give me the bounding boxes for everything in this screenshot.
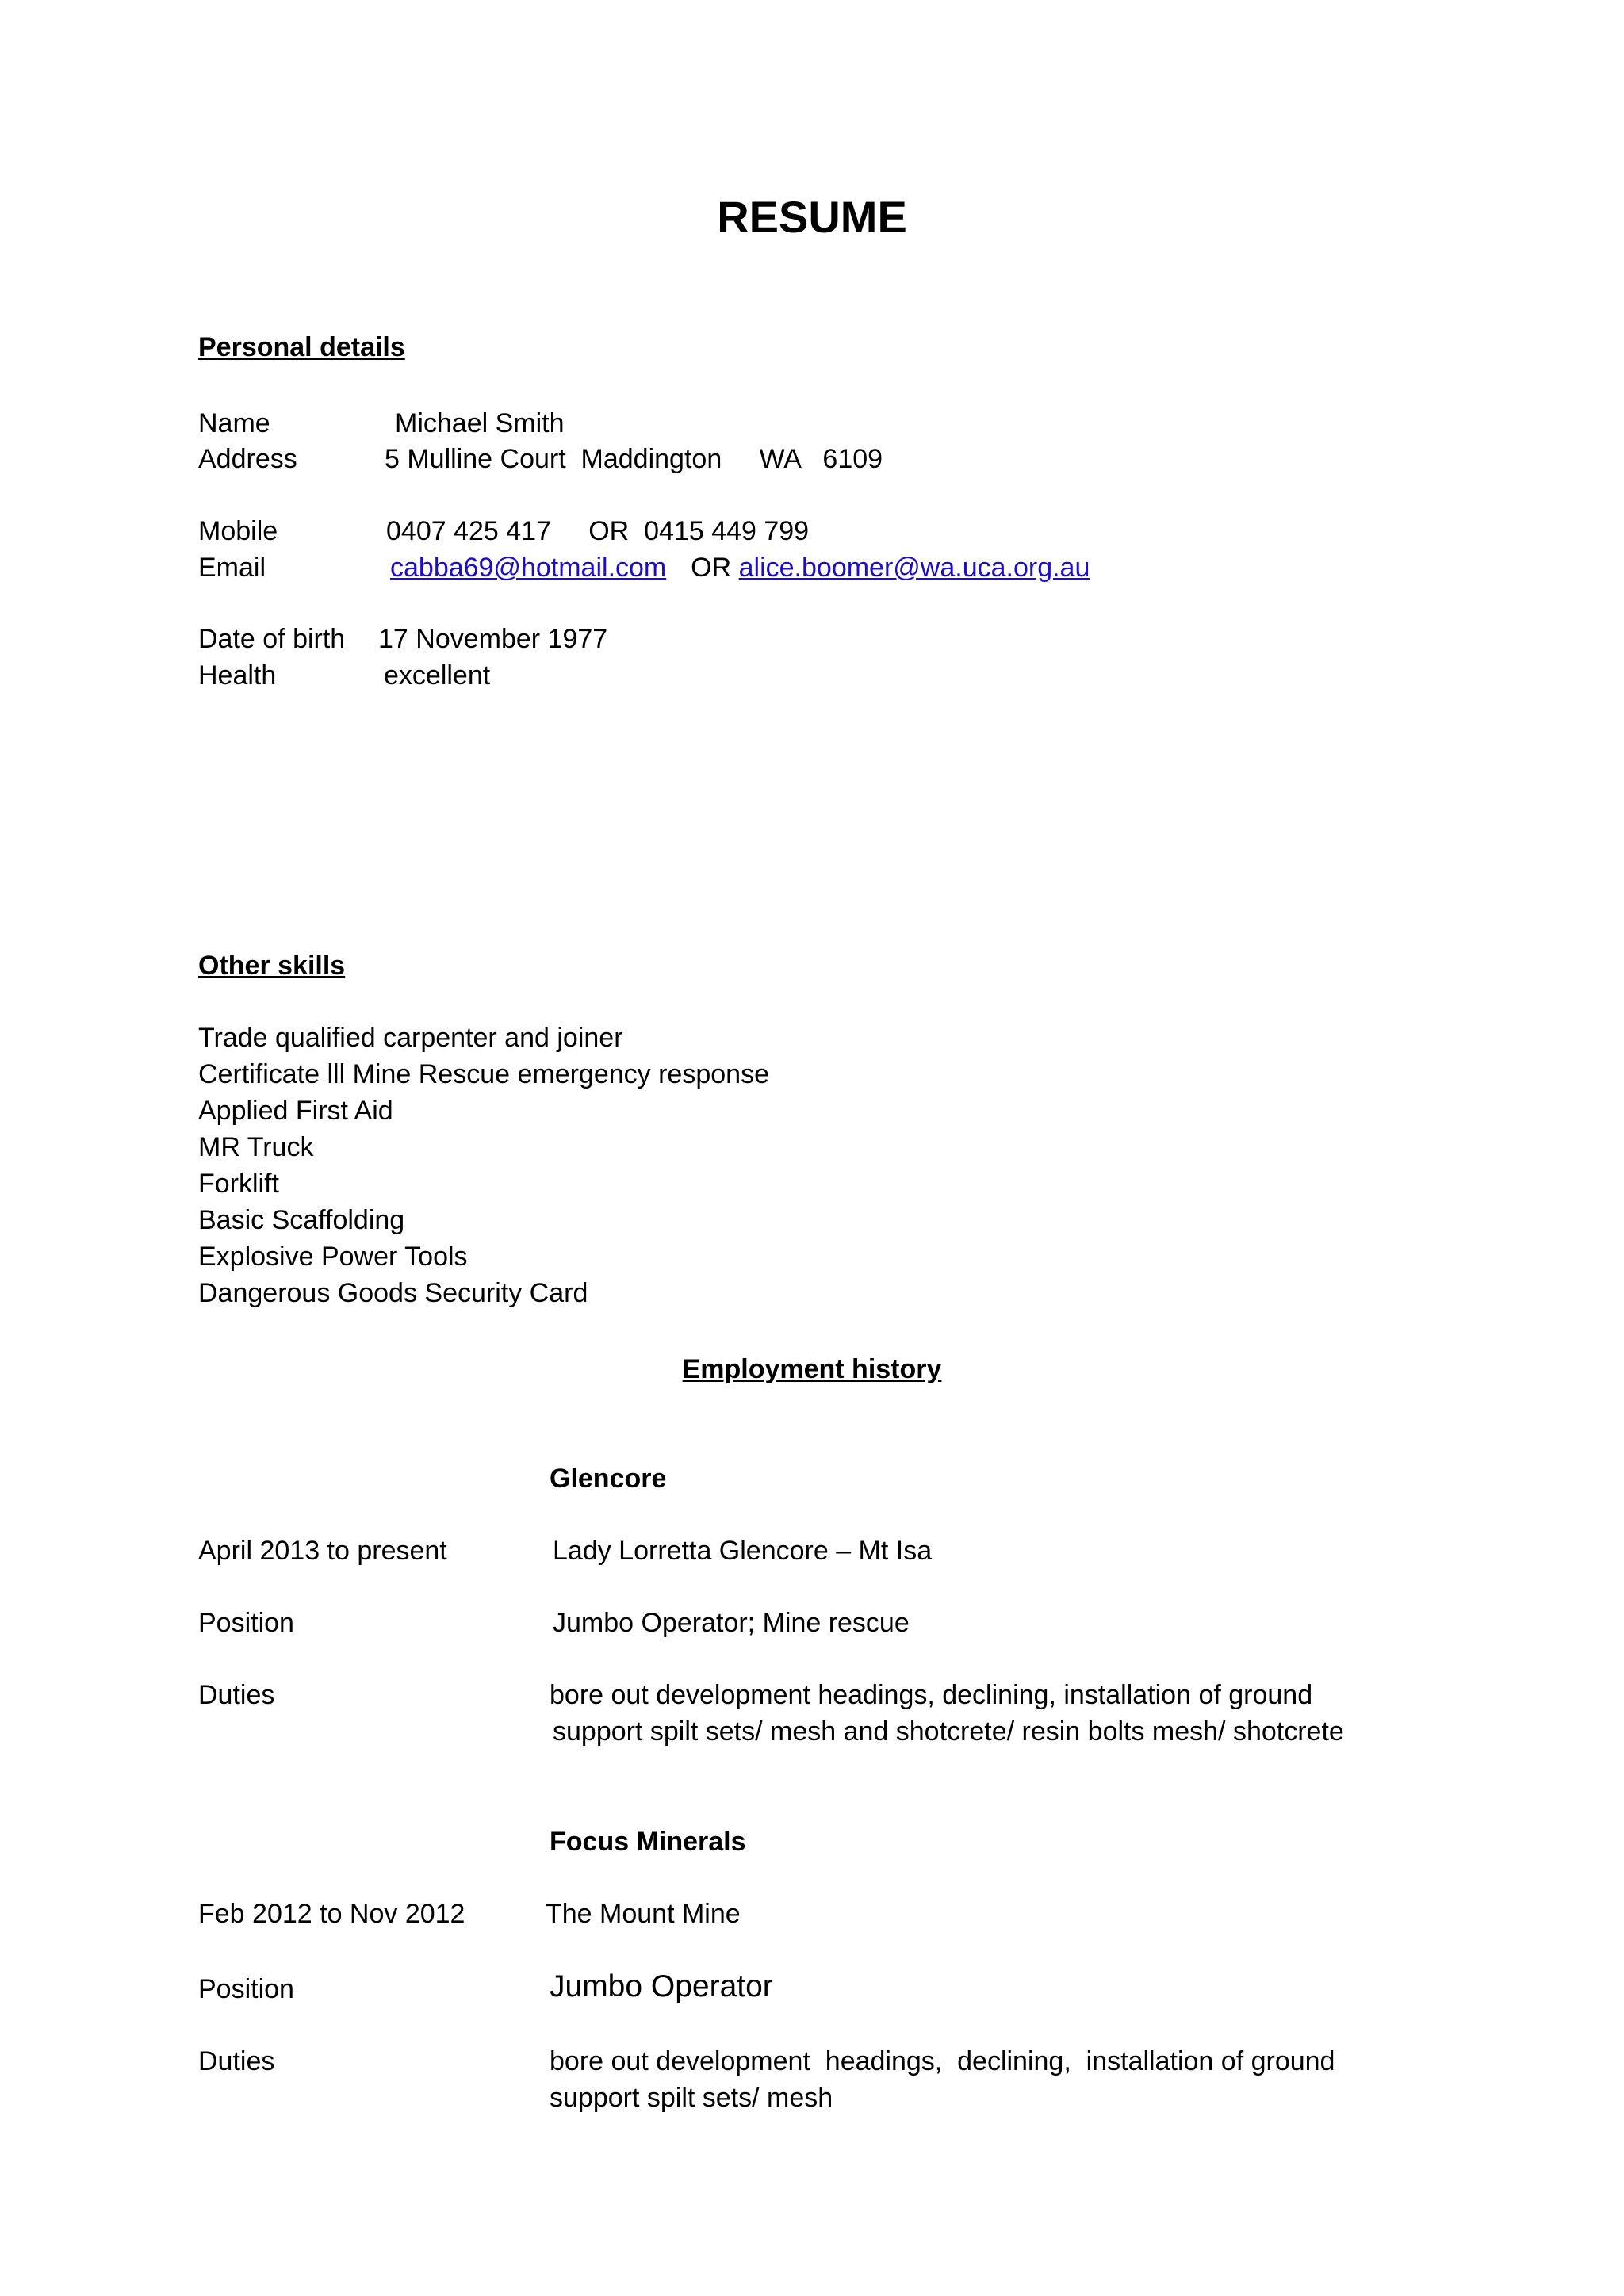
skill-item: Dangerous Goods Security Card [198,1278,588,1308]
job-site: Lady Lorretta Glencore – Mt Isa [553,1536,933,1566]
health-label: Health [198,660,277,691]
employment-history-heading: Employment history [682,1354,942,1384]
skill-item: Forklift [198,1169,279,1199]
company-name: Focus Minerals [550,1827,746,1857]
address-value: 5 Mulline Court Maddington WA 6109 [385,444,883,474]
skill-item: Certificate lll Mine Rescue emergency response [198,1059,769,1089]
job-site: The Mount Mine [546,1899,741,1929]
duties-line: support spilt sets/ mesh and shotcrete/ resin bolts mesh/ shotcrete [553,1716,1344,1747]
skill-item: Explosive Power Tools [198,1242,468,1272]
mobile-value: 0407 425 417 OR 0415 449 799 [386,516,810,546]
position-value: Jumbo Operator; Mine rescue [553,1608,910,1638]
dob-label: Date of birth [198,624,346,654]
email-line [390,552,1090,584]
company-name: Glencore [550,1464,667,1494]
position-value: Jumbo Operator [550,1969,773,2003]
skill-item: Trade qualified carpenter and joiner [198,1023,623,1053]
name-label: Name [198,408,270,438]
name-value: Michael Smith [395,408,565,438]
document-title: RESUME [717,192,907,242]
email-separator: OR [691,553,732,583]
dob-value: 17 November 1977 [378,624,608,654]
health-value: excellent [384,660,491,691]
position-label: Position [198,1974,294,2004]
job-period: Feb 2012 to Nov 2012 [198,1899,465,1929]
email-link-primary[interactable]: cabba69@hotmail.com [390,553,667,583]
duties-label: Duties [198,1680,275,1710]
duties-label: Duties [198,2046,275,2076]
skill-item: Applied First Aid [198,1096,393,1126]
duties-line: bore out development headings, declining, installation of ground [550,2046,1335,2076]
skill-item: Basic Scaffolding [198,1205,405,1235]
duties-line: support spilt sets/ mesh [550,2083,833,2113]
skill-item: MR Truck [198,1132,314,1162]
other-skills-heading: Other skills [198,951,346,981]
duties-line: bore out development headings, declining, installation of ground [550,1680,1313,1710]
personal-details-heading: Personal details [198,332,405,362]
mobile-label: Mobile [198,516,278,546]
position-label: Position [198,1608,294,1638]
email-link-secondary[interactable]: alice.boomer@wa.uca.org.au [738,553,1090,583]
address-label: Address [198,444,297,474]
job-period: April 2013 to present [198,1536,447,1566]
email-label: Email [198,553,266,583]
